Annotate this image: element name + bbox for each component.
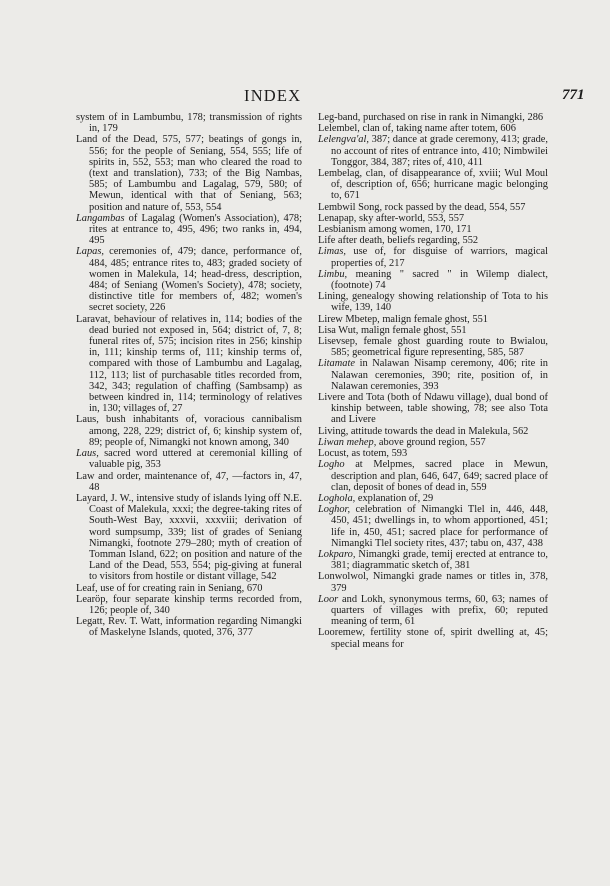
index-entry: [318, 358, 548, 392]
index-entry-text: above ground region, 557: [376, 436, 486, 448]
index-entry-headword: Law and order,: [76, 470, 141, 482]
index-entry: [318, 594, 548, 628]
index-entry-headword: Logho: [318, 459, 345, 471]
index-entry-headword: Liwan mehep,: [318, 436, 377, 448]
page-number: 771: [562, 87, 585, 103]
index-entry-text: as totem, 593: [348, 448, 408, 460]
index-entry: [318, 571, 548, 593]
index-entry: [318, 437, 548, 448]
index-entry: [318, 504, 548, 549]
index-entry-text: clan, of disappearance of, xviii; Wul Moul of, description of, 656; hurricane magic belonging to, 671: [331, 168, 548, 202]
index-entry-text: 575, 577; beatings of gongs in, 556; for the people of Seniang, 554, 555; life of spirits in, 552, 553; man who cleared the road to (text and translation), 733; of the Big Nambas, 585; of Lambumbu and Lagalag, 579, 580; of Mewun, identical with that of Seniang, 563; position and nature of, 553, 554: [89, 134, 303, 213]
index-entry: [76, 112, 302, 134]
index-entry-headword: Loghor,: [318, 504, 351, 516]
index-entry: [76, 134, 302, 212]
index-entry-text: rock passed by the dead, 554, 557: [382, 201, 526, 213]
index-entry-headword: Lelengva'al,: [318, 134, 369, 146]
index-entry: [76, 213, 302, 247]
index-entry-text: attitude towards the dead in Malekula, 562: [348, 425, 529, 437]
index-entry-text: malign female ghost, 551: [358, 324, 467, 336]
index-entry-text: genealogy showing relationship of Tota to his wife, 139, 140: [331, 291, 548, 314]
index-entry-text: female ghost guarding route to Bwialou, 585; geometrical figure representing, 585, 587: [331, 336, 548, 359]
index-entry-text: beliefs regarding, 552: [384, 235, 479, 247]
index-entry: [318, 202, 548, 213]
index-entry-headword: Lembwil Song,: [318, 201, 383, 213]
index-column-left: [76, 112, 302, 639]
index-entry-text: clan of, taking name after totem, 606: [359, 123, 516, 135]
page-header: [0, 86, 610, 110]
index-entry-text: behaviour of relatives in, 114; bodies of the dead buried not exposed in, 564; district of, 7, 8; funeral rites of, 575; incision rites in 256; kinship in, 111; kinship terms of, 111; kinship terms of, compared with those of Lambumbu and Lagalag, 112, 113; list of purchasable titles recorded from, 342, 343; regulation of chaffing (Sambsamp) as between kindred in, 114; terminology of relatives in, 130; villages of, 27: [89, 313, 302, 415]
index-entry-headword: Land of the Dead,: [76, 134, 158, 146]
index-entry: [318, 134, 548, 168]
index-entry-text: sky after-world, 553, 557: [356, 212, 465, 224]
index-entry: [318, 168, 548, 202]
index-entry: [318, 336, 548, 358]
index-entry: [76, 314, 302, 415]
index-entry: [318, 426, 548, 437]
index-entry-headword: Lapas,: [76, 246, 105, 258]
index-entry-headword: Layard, J. W.,: [76, 492, 134, 504]
index-entry-headword: Lisa Wut,: [318, 324, 359, 336]
index-entry-headword: Leg-band,: [318, 112, 361, 123]
index-entry-text: maintenance of, 47, —factors in, 47, 48: [89, 470, 302, 493]
index-entry-text: Nimangki grade, temij erected at entrance to, 381; diagrammatic sketch of, 381: [331, 548, 548, 572]
index-entry-headword: Looremew,: [318, 627, 365, 639]
index-entry-headword: Laus,: [76, 448, 99, 460]
index-entry: [318, 448, 548, 459]
index-entry-headword: Legatt, Rev. T. Watt,: [76, 616, 163, 628]
index-entry-text: (both of Ndawu village), dual bond of kinship between, table showing, 78; see also Tota and Livere: [331, 392, 548, 426]
page-title: INDEX: [244, 86, 302, 105]
index-entry-text: four separate kinship terms recorded from, 126; people of, 340: [89, 593, 302, 616]
index-entry-text: intensive study of islands lying off N.E. Coast of Malekula, xxxi; the degree-taking rites of South-West Bay, xxxvii, xxxviii; derivation of word sumpsump, 339; list of grades of Seniang Nimangki, footnote 279–280; myth of creation of Tomman Island, 622; on position and nature of the Land of the Dead, 553, 554; pig-giving at funeral to visitors from hostile or distant village, 542: [89, 492, 302, 583]
index-entry-headword: Limas,: [318, 246, 347, 258]
index-column-right: [318, 112, 548, 650]
index-entry: [318, 123, 548, 134]
index-entry-headword: Laus,: [76, 414, 99, 426]
index-entry-text: among women, 170, 171: [365, 224, 472, 236]
index-entry-text: malign female ghost, 551: [379, 313, 488, 325]
index-entry: [318, 213, 548, 224]
index-entry: [318, 325, 548, 336]
index-entry: [318, 392, 548, 426]
index-entry-text: celebration of Nimangki Tlel in, 446, 448, 450, 451; dwellings in, to whom apportioned, 451; life in, 450, 451; sacred place for performance of Nimangki Tlel society rites, 437; tabu on, 437, 438: [331, 504, 548, 549]
index-entry-text: in Nalawan Nisamp ceremony, 406; rite in Nalawan ceremonies, 390; rite, position of, in Nalawan ceremonies, 393: [331, 358, 548, 392]
index-entry-text: use of for creating rain in Seniang, 670: [97, 582, 263, 594]
index-entry: [318, 549, 548, 571]
index-entry-headword: Locust,: [318, 448, 349, 460]
index-entry-text: information regarding Nimangki of Maskelyne Islands, quoted, 376, 377: [89, 616, 302, 639]
index-entry: [76, 583, 302, 594]
index-entry-text: and Lokh, synonymous terms, 60, 63; names of quarters of villages with prefix, 60; reputed meaning of term, 61: [331, 593, 548, 628]
index-entry-headword: Lining,: [318, 291, 349, 303]
index-entry-headword: Loor: [318, 593, 339, 605]
index-entry-text: system of in Lambumbu, 178; transmission of rights in, 179: [76, 112, 302, 135]
index-entry-headword: Living,: [318, 425, 349, 437]
index-entry-headword: Laravat,: [76, 313, 111, 325]
index-entry: [76, 246, 302, 313]
index-entry-headword: Lonwolwol,: [318, 571, 369, 583]
index-entry: [76, 493, 302, 583]
index-entry: [76, 448, 302, 470]
index-entry: [318, 112, 548, 123]
index-entry-headword: Life after death,: [318, 235, 385, 247]
index-entry-headword: Limbu,: [318, 268, 348, 280]
index-entry-headword: Langambas: [76, 212, 125, 224]
index-entry-text: at Melpmes, sacred place in Mewun, description and plan, 646, 647, 649; sacred place of clan, deposit of bones of dead in, 559: [331, 459, 548, 493]
index-entry: [318, 269, 548, 291]
index-entry: [318, 314, 548, 325]
index-entry-headword: Lelembel,: [318, 123, 360, 135]
index-entry-headword: Lokparo,: [318, 548, 356, 560]
index-entry: [318, 224, 548, 235]
index-entry: [318, 291, 548, 313]
index-entry-headword: Litamate: [318, 358, 355, 370]
index-entry-headword: Lembelag,: [318, 168, 363, 180]
index-entry-text: ceremonies of, 479; dance, performance of, 484, 485; entrance rites to, 483; graded society of women in Malekula, 14; head-dress, description, 484; of Seniang (Women's Society), 478; society, distinctive title for members of, 482; women's secret society, 226: [89, 246, 302, 314]
index-entry-text: sacred word uttered at ceremonial killing of valuable pig, 353: [89, 448, 302, 471]
index-entry: [318, 627, 548, 649]
index-entry: [76, 616, 302, 638]
index-entry-headword: Lirew Mbetep,: [318, 313, 380, 325]
index-entry-text: purchased on rise in rank in Nimangki, 286: [360, 112, 544, 123]
index-entry: [318, 246, 548, 268]
index-entry-text: Nimangki grade names or titles in, 378, 379: [331, 571, 548, 594]
index-entry-headword: Lesbianism: [318, 224, 366, 236]
index-entry: [76, 594, 302, 616]
index-entry-text: 387; dance at grade ceremony, 413; grade, no account of rites of entrance into, 410; Nimbwilei Tonggor, 384, 387; rites of, 410, 411: [331, 134, 548, 168]
index-entry-text: bush inhabitants of, voracious cannibalism among, 228, 229; district of, 6; kinship system of, 89; people of, Nimangki not known among, 340: [89, 414, 302, 448]
index-entry-text: meaning " sacred " in Wilemp dialect, (footnote) 74: [331, 268, 548, 292]
index-entry: [318, 459, 548, 493]
index-entry-headword: Lenapap,: [318, 212, 357, 224]
index-entry-text: of Lagalag (Women's Association), 478; rites at entrance to, 495, 496; two ranks in, 494, 495: [89, 212, 302, 247]
index-entry-headword: Leaf,: [76, 582, 98, 594]
index-entry: [76, 414, 302, 448]
index-entry-text: fertility stone of, spirit dwelling at, 45; special means for: [331, 627, 548, 650]
index-entry: [318, 493, 548, 504]
index-entry-headword: Learöp,: [76, 593, 109, 605]
index-entry-headword: Loghola,: [318, 492, 356, 504]
index-entry: [318, 235, 548, 246]
index-entry-text: explanation of, 29: [355, 492, 434, 504]
index-entry-text: use of, for disguise of warriors, magical properties of, 217: [331, 246, 548, 269]
index-entry-headword: Lisevsep,: [318, 336, 358, 348]
index-entry-headword: Livere and Tota: [318, 392, 385, 404]
index-entry: [76, 471, 302, 493]
